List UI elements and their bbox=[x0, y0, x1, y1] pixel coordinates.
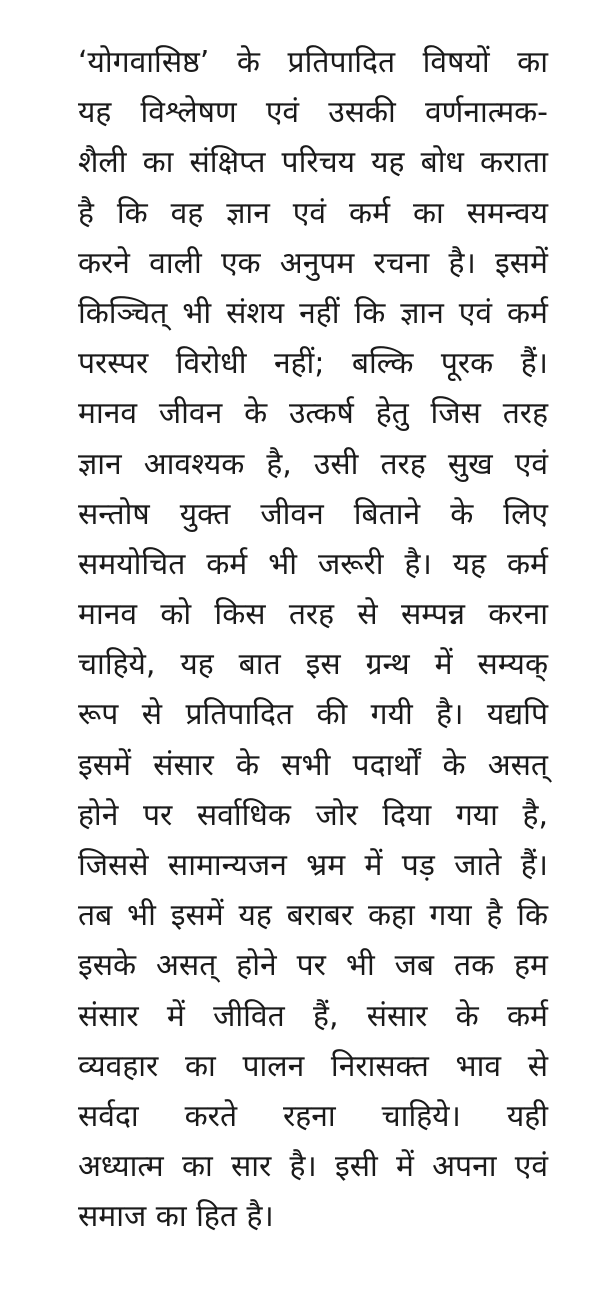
text-line-11: समयोचित कर्म भी जरूरी है। यह कर्म bbox=[78, 546, 548, 582]
text-line-1: ‘योगवासिष्ठ’ के प्रतिपादित विषयों का bbox=[78, 45, 548, 80]
text-line-20: संसार में जीवित हैं, संसार के कर्म bbox=[78, 998, 548, 1034]
text-line-3: शैली का संक्षिप्त परिचय यह बोध कराता bbox=[78, 145, 548, 181]
text-line-14: रूप से प्रतिपादित की गयी है। यद्यपि bbox=[78, 697, 548, 733]
text-line-19: इसके असत् होने पर भी जब तक हम bbox=[78, 948, 548, 984]
text-line-17: जिससे सामान्यजन भ्रम में पड़ जाते हैं। bbox=[78, 848, 548, 883]
text-line-23: अध्यात्म का सार है। इसी में अपना एवं bbox=[78, 1149, 548, 1185]
text-line-15: इसमें संसार के सभी पदार्थों के असत् bbox=[78, 747, 548, 783]
text-line-8: मानव जीवन के उत्कर्ष हेतु जिस तरह bbox=[78, 396, 548, 432]
text-line-2: यह विश्लेषण एवं उसकी वर्णनात्मक- bbox=[78, 95, 548, 131]
text-line-6: किञ्चित् भी संशय नहीं कि ज्ञान एवं कर्म bbox=[78, 295, 548, 331]
text-line-10: सन्तोष युक्त जीवन बिताने के लिए bbox=[78, 496, 548, 532]
text-line-16: होने पर सर्वाधिक जोर दिया गया है, bbox=[78, 797, 548, 833]
text-line-13: चाहिये, यह बात इस ग्रन्थ में सम्यक् bbox=[78, 647, 548, 683]
text-line-9: ज्ञान आवश्यक है, उसी तरह सुख एवं bbox=[78, 446, 548, 482]
text-line-21: व्यवहार का पालन निरासक्त भाव से bbox=[78, 1048, 548, 1084]
text-line-22: सर्वदा करते रहना चाहिये। यही bbox=[78, 1098, 548, 1134]
paragraph bbox=[78, 38, 548, 1243]
text-line-12: मानव को किस तरह से सम्पन्न करना bbox=[78, 597, 548, 633]
text-line-5: करने वाली एक अनुपम रचना है। इसमें bbox=[78, 245, 548, 281]
text-line-4: है कि वह ज्ञान एवं कर्म का समन्वय bbox=[78, 195, 548, 231]
text-line-7: परस्पर विरोधी नहीं; बल्कि पूरक हैं। bbox=[78, 346, 548, 382]
text-line-24: समाज का हित है। bbox=[78, 1199, 274, 1235]
text-line-18: तब भी इसमें यह बराबर कहा गया है कि bbox=[78, 898, 548, 934]
